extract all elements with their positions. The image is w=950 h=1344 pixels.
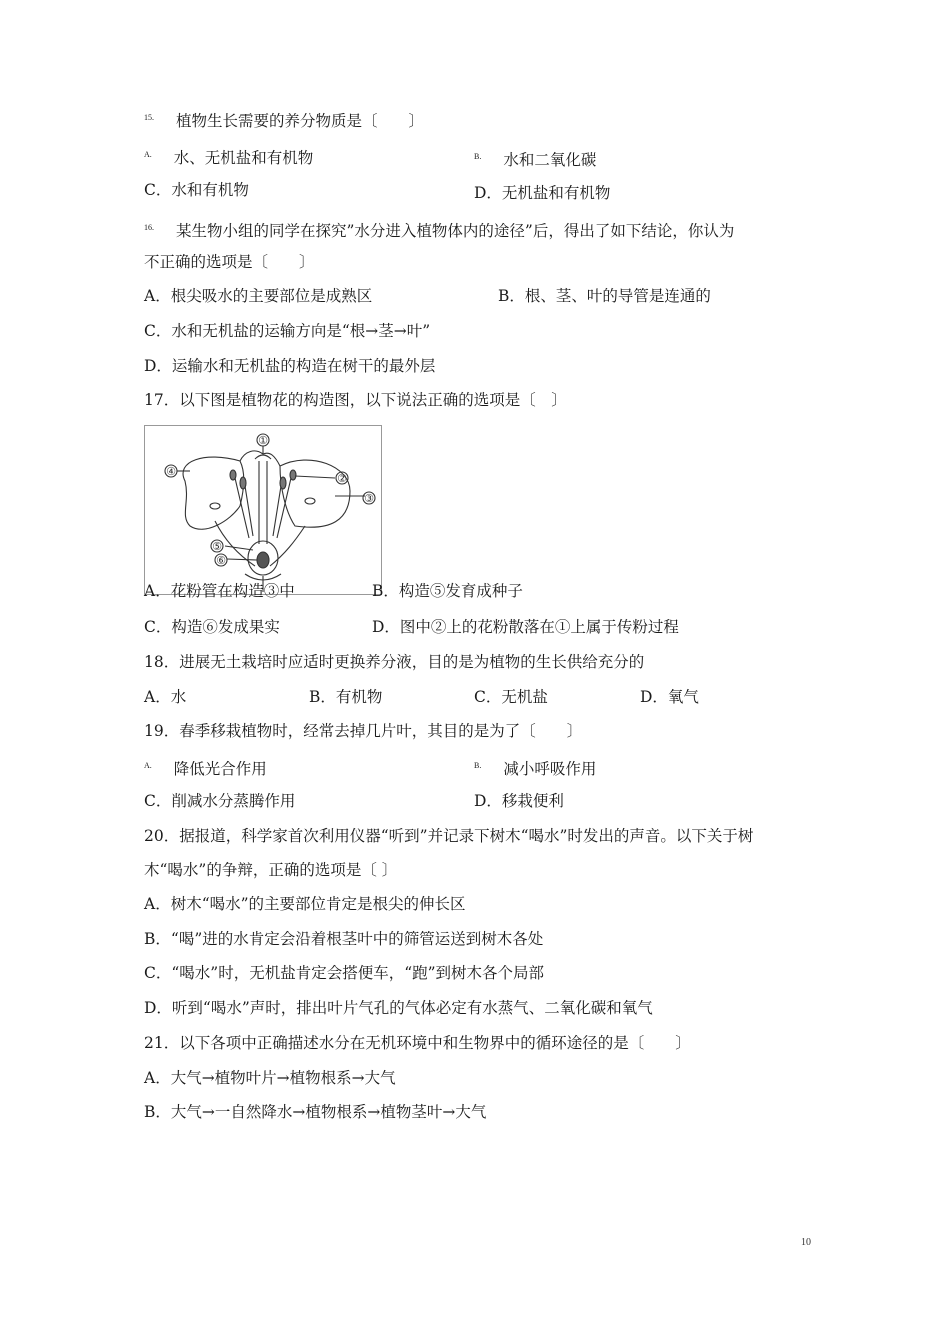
stigma [255,455,271,459]
q18-stem: 18．进展无土栽培时应适时更换养分液，目的是为植物的生长供给充分的 [144,653,645,671]
q19-option-a-text: 降低光合作用 [173,760,267,778]
q15-option-b-label: B. [474,152,482,161]
q19-option-d: D．移栽便利 [474,792,564,810]
q16-option-d: D．运输水和无机盐的构造在树干的最外层 [144,357,436,375]
q16-option-b: B．根、茎、叶的导管是连通的 [498,287,711,305]
ovule [257,552,269,568]
q15-stem-text: 植物生长需要的养分物质是〔 〕 [176,112,425,130]
pistil-style [259,461,267,544]
flower-structure-svg [145,426,381,594]
q21-stem: 21．以下各项中正确描述水分在无机环境中和生物界中的循环途径的是〔 〕 [144,1034,691,1052]
label-1: ① [258,434,268,447]
q18-option-d: D．氧气 [640,688,699,706]
page-number: 10 [801,1237,811,1248]
q19-option-b-label: B. [474,761,482,770]
petal-right [280,460,350,527]
q19-stem: 19．春季移栽植物时，经常去掉几片叶，其目的是为了〔 〕 [144,722,583,740]
q19-option-a [144,756,267,779]
q17-stem: 17．以下图是植物花的构造图，以下说法正确的选项是〔 〕 [144,391,567,409]
q20-option-c: C．“喝水”时，无机盐肯定会搭便车，“跑”到树木各个局部 [144,964,545,982]
q20-option-d: D．听到“喝水”声时，排出叶片气孔的气体必定有水蒸气、二氧化碳和氧气 [144,999,653,1017]
q16-option-c: C．水和无机盐的运输方向是“根→茎→叶” [144,322,431,340]
q15-option-d: D．无机盐和有机物 [474,184,611,202]
q15-number: 15. [144,113,154,122]
q17-option-a: A．花粉管在构造③中 [144,582,295,600]
q15-stem [144,108,424,131]
q16-stem-line2: 不正确的选项是〔 〕 [144,253,315,271]
q21-option-b: B．大气→一自然降水→植物根系→植物茎叶→大气 [144,1103,487,1121]
q16-option-a: A．根尖吸水的主要部位是成熟区 [144,287,373,305]
q15-option-a-label: A. [144,150,152,159]
anther-2 [280,477,286,489]
q19-option-b-text: 减小呼吸作用 [503,760,597,778]
q19-option-b [474,756,596,779]
q15-option-b [474,147,596,170]
q18-option-a: A．水 [144,688,187,706]
q16-number: 16. [144,223,154,232]
q17-option-b: B．构造⑤发育成种子 [372,582,523,600]
q16-stem-line1 [144,218,734,241]
q17-option-c: C．构造⑥发成果实 [144,618,280,636]
q21-option-a: A．大气→植物叶片→植物根系→大气 [144,1069,396,1087]
petal-left [183,457,244,529]
q20-option-b: B．“喝”进的水肯定会沿着根茎叶中的筛管运送到树木各处 [144,930,544,948]
q15-option-a-text: 水、无机盐和有机物 [173,149,314,167]
q17-option-d: D．图中②上的花粉散落在①上属于传粉过程 [372,618,679,636]
q20-option-a: A．树木“喝水”的主要部位肯定是根尖的伸长区 [144,895,466,913]
q20-stem-line1: 20．据报道，科学家首次利用仪器“听到”并记录下树木“喝水”时发出的声音。以下关于树 [144,827,754,845]
q16-stem-text: 某生物小组的同学在探究”水分进入植物体内的途径”后，得出了如下结论，你认为 [176,222,735,240]
anther-3 [230,470,236,480]
label-4: ④ [166,465,176,478]
flower-structure-diagram [144,425,382,595]
q18-option-c: C．无机盐 [474,688,548,706]
label-5: ⑤ [212,540,222,553]
label-2: ② [337,472,347,485]
q19-option-a-label: A. [144,761,152,770]
q15-option-a [144,145,313,168]
q19-option-c: C．削减水分蒸腾作用 [144,792,296,810]
q15-option-c: C．水和有机物 [144,181,249,199]
petal-lower-right [270,526,305,566]
q15-option-b-text: 水和二氧化碳 [503,151,597,169]
label-3: ③ [364,492,374,505]
anther-4 [290,470,296,480]
q18-option-b: B．有机物 [309,688,383,706]
anther-1 [240,477,246,489]
q20-stem-line2: 木“喝水”的争辩，正确的选项是〔 〕 [144,861,398,879]
label-6: ⑥ [216,554,226,567]
